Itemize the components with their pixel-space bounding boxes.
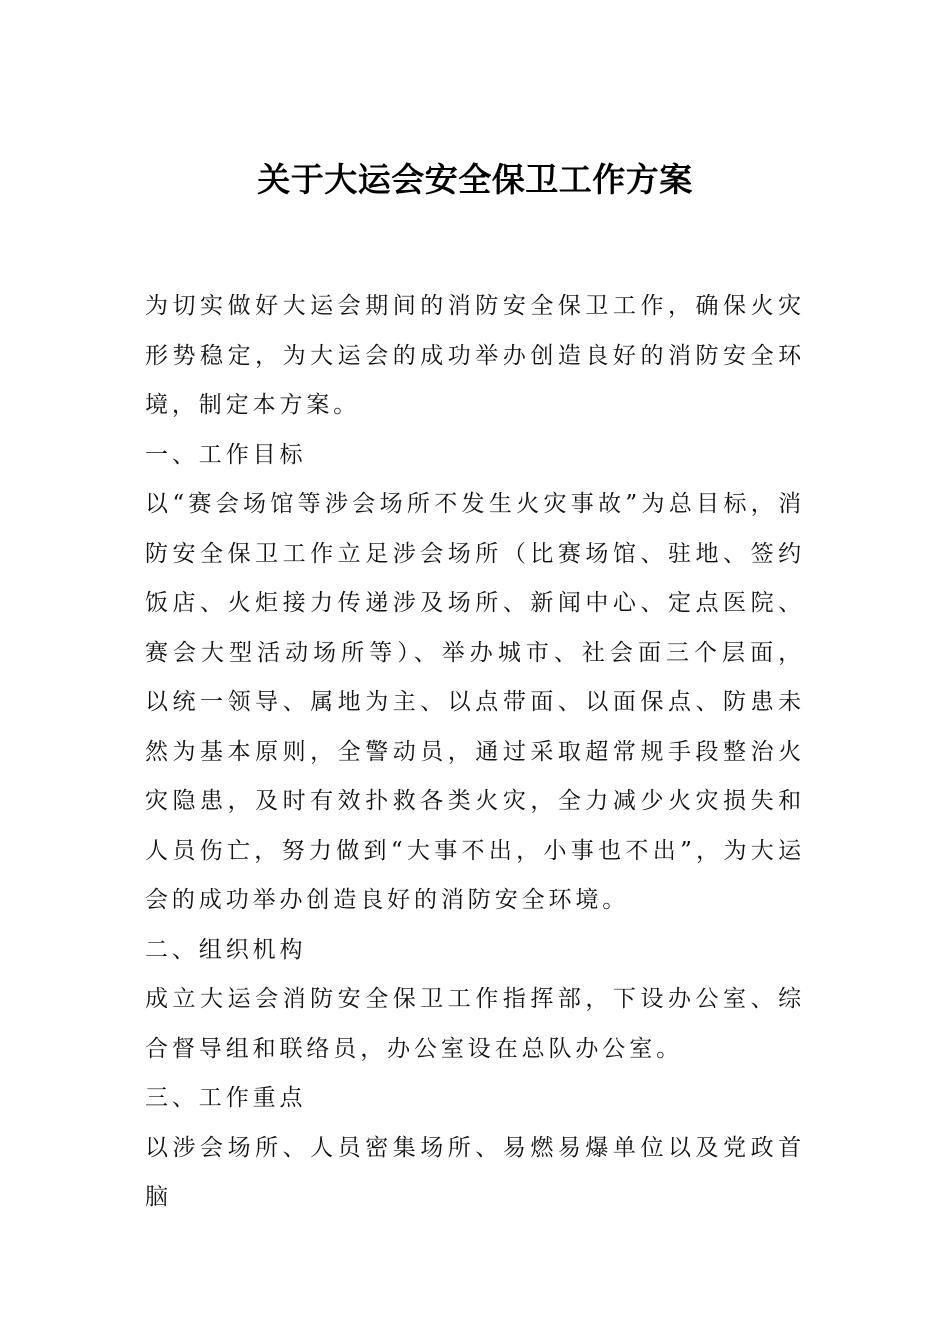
intro-paragraph: 为切实做好大运会期间的消防安全保卫工作，确保火灾形势稳定，为大运会的成功举办创造良好的消防安全环境，制定本方案。 [145,293,805,418]
section-heading-focus: 三、工作重点 [145,1085,307,1111]
document-body [145,282,805,1223]
focus-paragraph: 以涉会场所、人员密集场所、易燃易爆单位以及党政首脑 [145,1134,805,1210]
section-heading-goals: 一、工作目标 [145,441,307,468]
document-title: 关于大运会安全保卫工作方案 [257,160,693,199]
goals-paragraph: 以“赛会场馆等涉会场所不发生火灾事故”为总目标，消防安全保卫工作立足涉会场所（比赛场馆、驻地、签约饭店、火炬接力传递涉及场所、新闻中心、定点医院、赛会大型活动场所等）、举办城市、社会面三个层面，以统一领导、属地为主、以点带面、以面保点、防患未然为基本原则，全警动员，通过采取超常规手段整治火灾隐患，及时有效扑救各类火灾，全力减少火灾损失和人员伤亡，努力做到“大事不出，小事也不出”，为大运会的成功举办创造良好的消防安全环境。 [145,491,805,913]
section-heading-organization: 二、组织机构 [145,936,307,963]
organization-paragraph: 成立大运会消防安全保卫工作指挥部，下设办公室、综合督导组和联络员，办公室设在总队办公室。 [145,986,805,1062]
